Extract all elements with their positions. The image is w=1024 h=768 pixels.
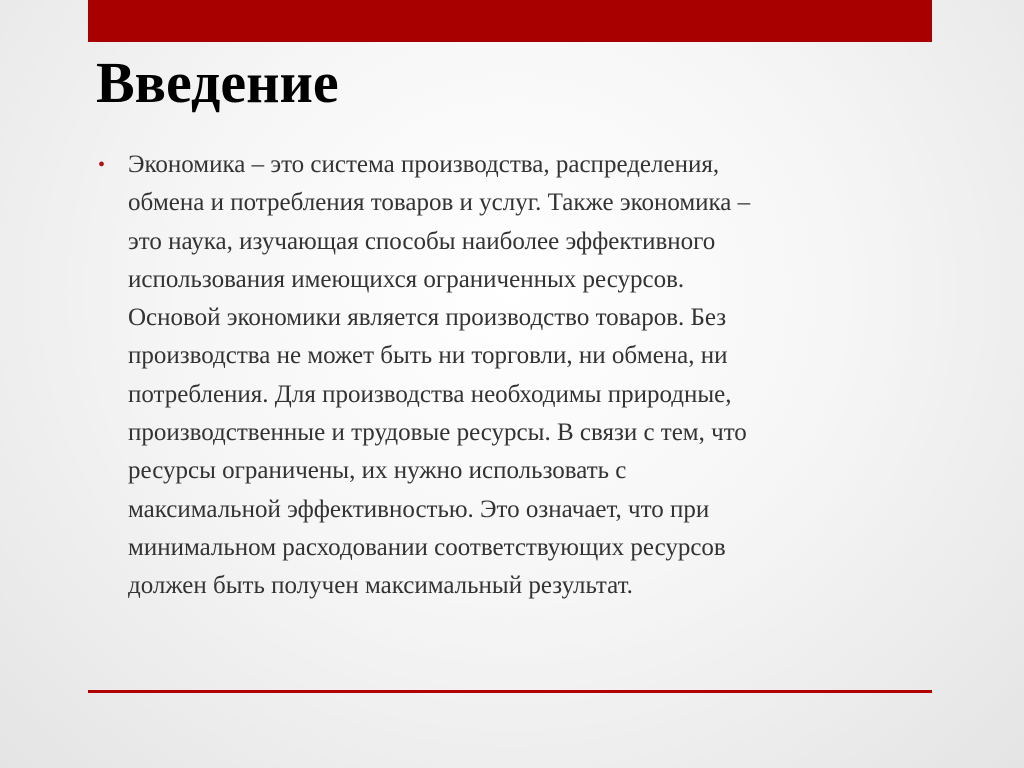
bottom-divider <box>88 690 932 693</box>
bullet-marker: • <box>98 154 106 176</box>
bullet-item <box>96 146 932 606</box>
slide-body <box>96 146 932 606</box>
bullet-text: Экономика – это система производства, распределения, обмена и потребления товаров и услуг. Также экономика – это наука, изучающая способы наиболее эффективного использования имеющихся ограниченных ресурсов. Основой экономики является производство товаров. Без производства не может быть ни торговли, ни обмена, ни потребления. Для производства необходимы природные, производственные и трудовые ресурсы. В связи с тем, что ресурсы ограничены, их нужно использовать с максимальной эффективностью. Это означает, что при минимальном расходовании соответствующих ресурсов должен быть получен максимальный результат. <box>128 151 751 600</box>
top-accent-bar <box>88 0 932 42</box>
slide-title: Введение <box>96 50 339 115</box>
